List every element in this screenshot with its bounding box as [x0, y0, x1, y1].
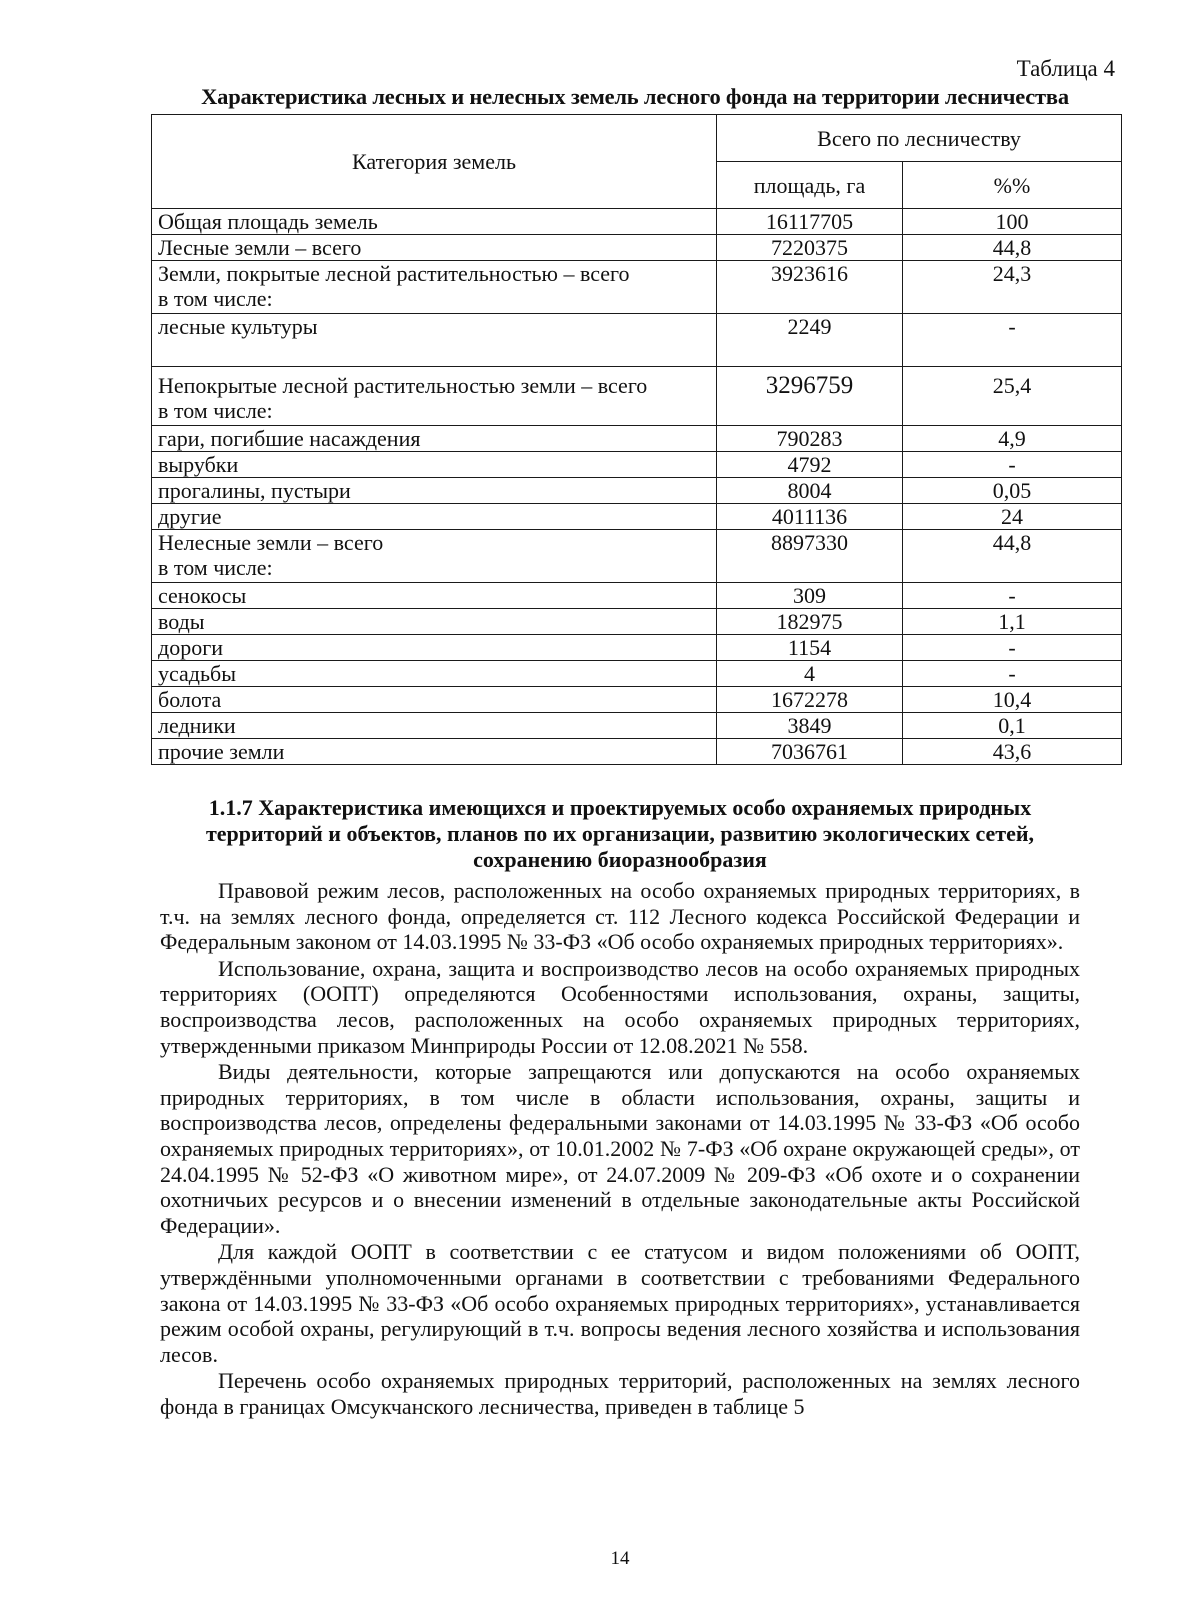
row-percent: 43,6	[903, 739, 1122, 765]
row-area: 309	[717, 583, 903, 609]
paragraph: Правовой режим лесов, расположенных на особо охраняемых природных территориях, в т.ч. на землях лесного фонда, определяется ст. 112 Лесного кодекса Российской Федерации и Федеральным законом от 14.03.1995 № 33-ФЗ «Об особо охраняемых природных территориях».	[160, 878, 1080, 955]
row-area: 2249	[717, 314, 903, 367]
row-category: гари, погибшие насаждения	[152, 426, 717, 452]
row-category: болота	[152, 687, 717, 713]
paragraph: Виды деятельности, которые запрещаются или допускаются на особо охраняемых природных территориях, в том числе в области использования, охраны, защиты и воспроизводства лесов, определены федеральными законами от 14.03.1995 № 33-ФЗ «Об особо охраняемых природных территориях», от 10.01.2002 № 7-ФЗ «Об охране окружающей среды», от 24.04.1995 № 52-ФЗ «О животном мире», от 24.07.2009 № 209-ФЗ «Об охоте и о сохранении охотничьих ресурсов и о внесении изменений в отдельные законодательные акты Российской Федерации».	[160, 1059, 1080, 1238]
header-category: Категория земель	[152, 115, 717, 209]
row-category: усадьбы	[152, 661, 717, 687]
row-area: 790283	[717, 426, 903, 452]
row-area: 3923616	[717, 261, 903, 314]
row-category: Нелесные земли – всего	[158, 530, 384, 555]
header-area: площадь, га	[717, 162, 903, 209]
row-percent: 4,9	[903, 426, 1122, 452]
row-area: 16117705	[717, 209, 903, 235]
row-category: Земли, покрытые лесной растительностью – всего	[158, 261, 630, 286]
table-row	[152, 713, 1122, 739]
row-area: 1154	[717, 635, 903, 661]
table-row	[152, 609, 1122, 635]
table-row	[152, 261, 1122, 314]
row-percent: -	[903, 314, 1122, 367]
row-percent: 44,8	[903, 530, 1122, 583]
paragraph: Использование, охрана, защита и воспроизводство лесов на особо охраняемых природных территориях (ООПТ) определяются Особенностями использования, охраны, защиты, воспроизводства лесов, расположенных на особо охраняемых природных территориях, утвержденными приказом Минприроды России от 12.08.2021 № 558.	[160, 955, 1080, 1058]
table-label: Таблица 4	[1016, 56, 1115, 81]
table-row	[152, 739, 1122, 765]
table-row	[152, 687, 1122, 713]
row-area: 3296759	[717, 367, 903, 426]
row-percent: 0,1	[903, 713, 1122, 739]
section-heading: 1.1.7 Характеристика имеющихся и проектируемых особо охраняемых природных территорий и объектов, планов по их организации, развитию экологических сетей, сохранению биоразнообразия	[205, 795, 1035, 872]
row-area: 4	[717, 661, 903, 687]
row-category: воды	[152, 609, 717, 635]
row-category-cell	[152, 367, 717, 426]
row-category: Непокрытые лесной растительностью земли – всего	[158, 373, 648, 398]
row-category-cell	[152, 261, 717, 314]
table-row	[152, 478, 1122, 504]
land-table	[151, 114, 1122, 765]
page-number: 14	[610, 1548, 630, 1569]
row-category: сенокосы	[152, 583, 717, 609]
row-category: ледники	[152, 713, 717, 739]
table-row	[152, 583, 1122, 609]
table-title: Характеристика лесных и нелесных земель лесного фонда на территории лесничества	[201, 84, 1069, 109]
row-area: 182975	[717, 609, 903, 635]
table-row	[152, 235, 1122, 261]
row-percent: -	[903, 635, 1122, 661]
paragraph: Перечень особо охраняемых природных территорий, расположенных на землях лесного фонда в границах Омсукчанского лесничества, приведен в таблице 5	[160, 1368, 1080, 1419]
table-row	[152, 426, 1122, 452]
table-row	[152, 635, 1122, 661]
table-row	[152, 314, 1122, 367]
row-area: 4792	[717, 452, 903, 478]
table-row	[152, 209, 1122, 235]
row-category: вырубки	[152, 452, 717, 478]
row-subcategory: в том числе:	[158, 286, 273, 311]
section-body	[160, 878, 1080, 1420]
row-category: прочие земли	[152, 739, 717, 765]
row-subcategory: в том числе:	[158, 398, 273, 423]
row-percent: 24	[903, 504, 1122, 530]
row-category: Общая площадь земель	[152, 209, 717, 235]
row-category: лесные культуры	[152, 314, 717, 367]
row-percent: 24,3	[903, 261, 1122, 314]
row-percent: 1,1	[903, 609, 1122, 635]
row-area: 3849	[717, 713, 903, 739]
table-row	[152, 452, 1122, 478]
row-category: Лесные земли – всего	[152, 235, 717, 261]
table-row	[152, 530, 1122, 583]
row-category: дороги	[152, 635, 717, 661]
row-percent: -	[903, 583, 1122, 609]
row-percent: -	[903, 452, 1122, 478]
row-area: 8004	[717, 478, 903, 504]
row-area: 4011136	[717, 504, 903, 530]
row-percent: 25,4	[903, 367, 1122, 426]
row-category: прогалины, пустыри	[152, 478, 717, 504]
row-percent: 0,05	[903, 478, 1122, 504]
row-category: другие	[152, 504, 717, 530]
row-percent: -	[903, 661, 1122, 687]
table-row	[152, 661, 1122, 687]
table-row	[152, 367, 1122, 426]
row-area: 7036761	[717, 739, 903, 765]
row-percent: 100	[903, 209, 1122, 235]
row-area: 8897330	[717, 530, 903, 583]
header-percent: %%	[903, 162, 1122, 209]
row-percent: 10,4	[903, 687, 1122, 713]
row-percent: 44,8	[903, 235, 1122, 261]
row-subcategory: в том числе:	[158, 555, 273, 580]
table-row	[152, 504, 1122, 530]
header-total: Всего по лесничеству	[717, 115, 1122, 162]
paragraph: Для каждой ООПТ в соответствии с ее статусом и видом положениями об ООПТ, утверждёнными уполномоченными органами в соответствии с требованиями Федерального закона от 14.03.1995 № 33-ФЗ «Об особо охраняемых природных территориях», устанавливается режим особой охраны, регулирующий в т.ч. вопросы ведения лесного хозяйства и использования лесов.	[160, 1239, 1080, 1367]
row-category-cell	[152, 530, 717, 583]
row-area: 7220375	[717, 235, 903, 261]
row-area: 1672278	[717, 687, 903, 713]
